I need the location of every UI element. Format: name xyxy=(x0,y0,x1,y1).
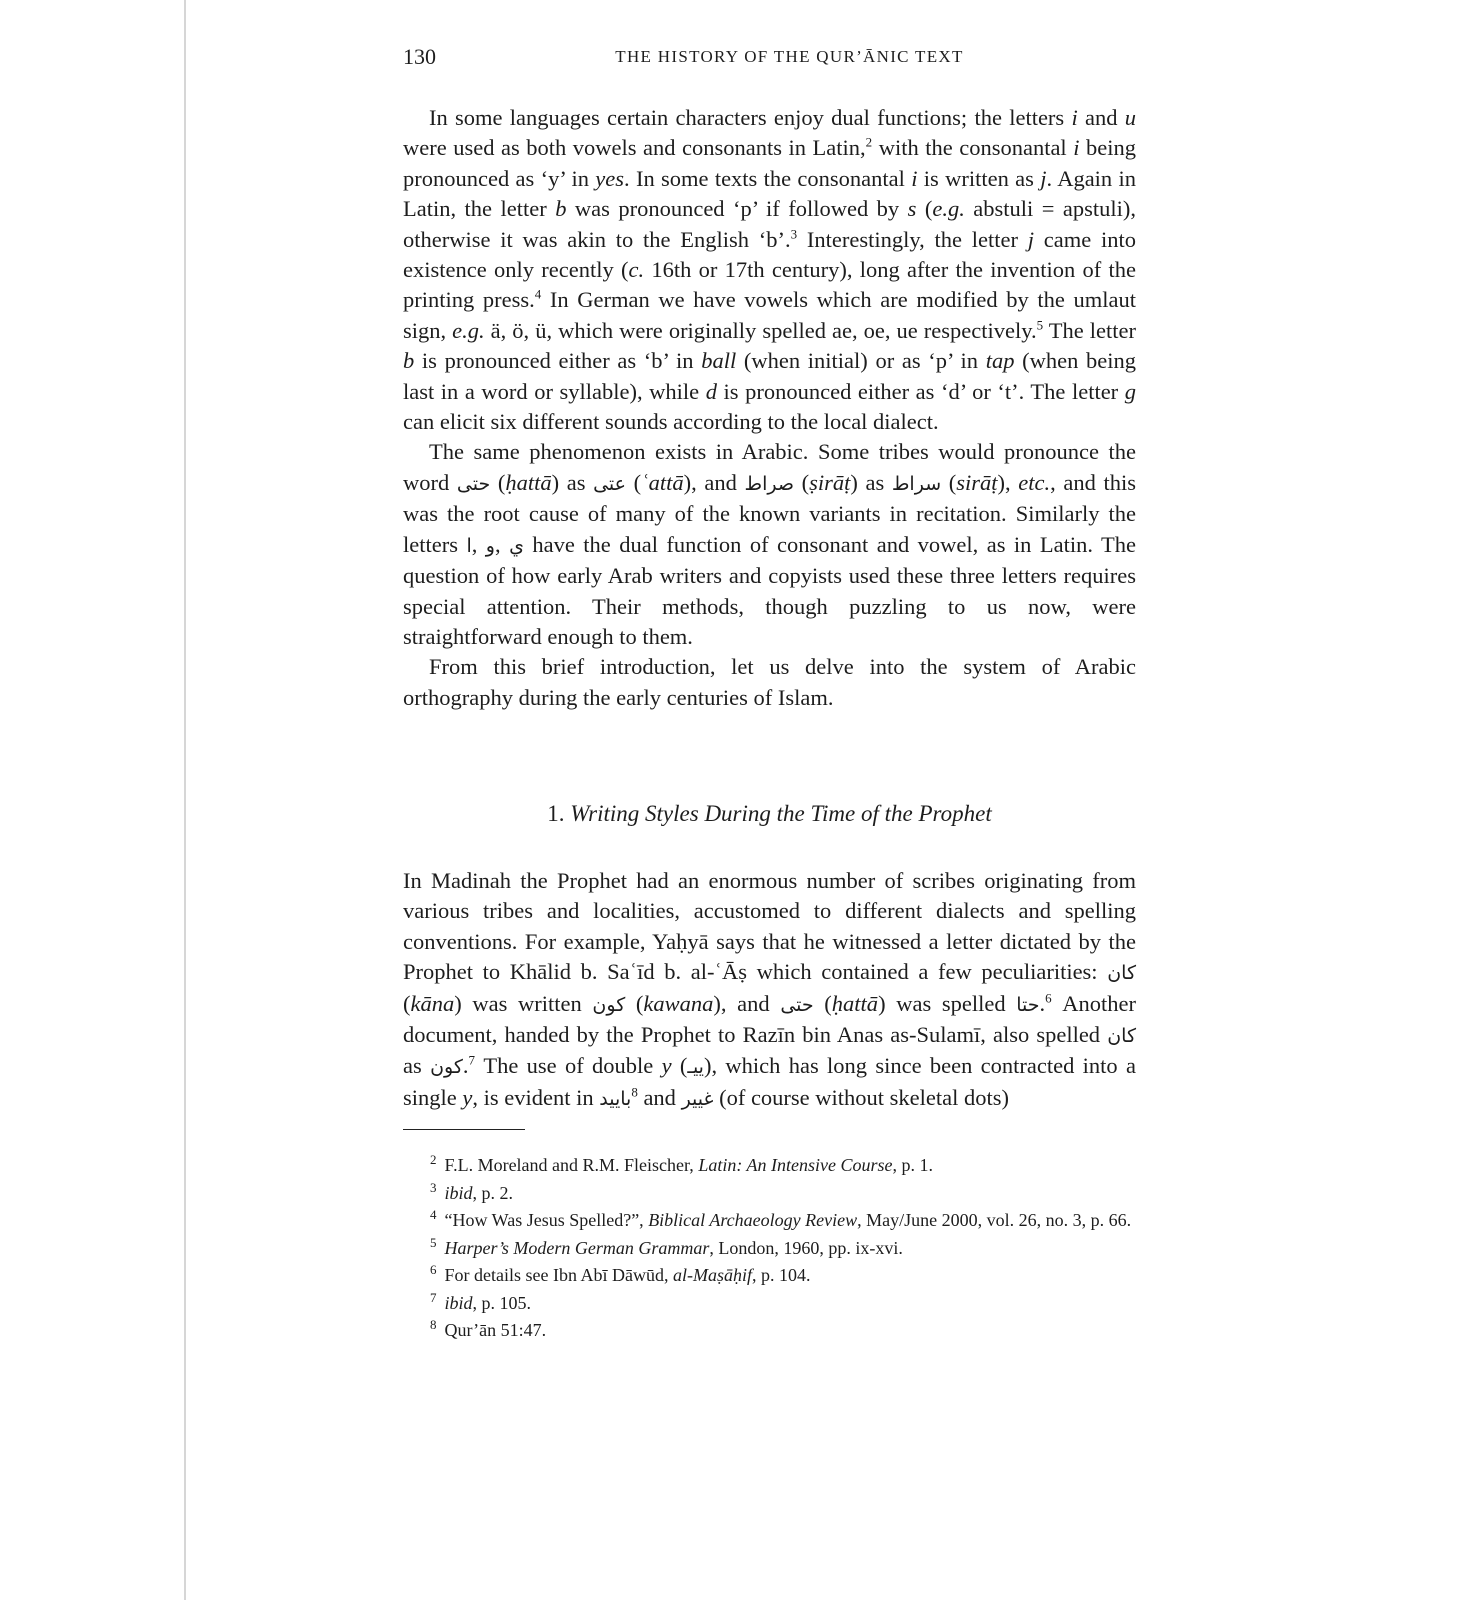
section-title: Writing Styles During the Time of the Prophet xyxy=(570,801,992,826)
paragraph-madinah-scribes: In Madinah the Prophet had an enormous number of scribes originating from various tribes and localities, accustomed to different dialects and spelling conventions. For example, Yaḥyā says that he witnessed a letter dictated by the Prophet to Khālid b. Saʿīd b. al-ʿĀṣ which contained a few peculiarities: كان (kāna) was written كون (kawana), and حتى (ḥattā) was spelled حتا.$^6$ Another document, handed by the Prophet to Razīn bin Anas as-Sulamī, also spelled كان as كون.$^7$ The use of double y (ييـ), which has long since been contracted into a single y, is evident in باييد$^8$ and غيير (of course without skeletal dots) xyxy=(403,868,1137,1110)
footnote: $^7$ ibid, p. 105. xyxy=(430,1289,532,1313)
page-margin-rule xyxy=(184,0,186,1600)
footnote: $^6$ For details see Ibn Abī Dāwūd, al-Maṣāḥif, p. 104. xyxy=(430,1262,811,1285)
footnote-ref[interactable]: 6 xyxy=(1045,990,1052,1006)
footnote-ref[interactable]: 3 xyxy=(790,226,798,242)
footnote: $^5$ Harper’s Modern German Grammar, London, 1960, pp. ix-xvi. xyxy=(430,1234,903,1258)
footnote-ref[interactable]: 8 xyxy=(631,1084,638,1100)
footnote-ref[interactable]: 2 xyxy=(865,134,873,150)
running-title: THE HISTORY OF THE QUR’ĀNIC TEXT xyxy=(615,47,964,66)
paragraph-latin-german: In some languages certain characters enjoy dual functions; the letters i and u were used as both vowels and consonants in Latin,$^2$ with the consonantal i being pronounced as ‘y’ in yes. In some texts the consonantal i is written as j. Again in Latin, the letter b was pronounced ‘p’ if followed by s (e.g. abstuli = apstuli), otherwise it was akin to the English ‘b’.$^3$ Interestingly, the letter j came into existence only recently (c. 16th or 17th century), long after the invention of the printing press.$^4$ In German we have vowels which are modified by the umlaut sign, e.g. ä, ö, ü, which were originally spelled ae, oe, ue respectively.$^5$ The letter b is pronounced either as ‘b’ in ball (when initial) or as ‘p’ in tap (when being last in a word or syllable), while d is pronounced either as ‘d’ or ‘t’. The letter g can elicit six different sounds according to the local dialect. xyxy=(403,105,1137,435)
paragraph-introduction: From this brief introduction, let us delve into the system of Arabic orthography during the early centuries of Islam. xyxy=(403,654,1136,710)
footnote-ref[interactable]: 4 xyxy=(534,286,542,302)
footnote: $^4$ “How Was Jesus Spelled?”, Biblical Archaeology Review, May/June 2000, vol. 26, no. 3, p. 66. xyxy=(430,1207,1132,1230)
footnote: $^8$ Qur’ān 51:47. xyxy=(430,1317,547,1340)
page-number: 130 xyxy=(403,44,436,69)
section-heading xyxy=(403,801,1136,827)
footnote: $^3$ ibid, p. 2. xyxy=(430,1179,514,1203)
page-header xyxy=(403,44,1136,78)
paragraph-arabic-phenomenon: The same phenomenon exists in Arabic. Some tribes would pronounce the word حتى (ḥattā) as عتى (ʿattā), and صراط (ṣirāṭ) as سراط (sirāṭ), etc., and this was the root cause of many of the known variants in recitation. Similarly the letters ا, و, ي have the dual function of consonant and vowel, as in Latin. The question of how early Arab writers and copyists used these three letters requires special attention. Their methods, though puzzling to us now, were straightforward enough to them. xyxy=(403,439,1137,649)
body-text-bottom xyxy=(403,866,1136,1114)
footnote-separator xyxy=(403,1129,525,1130)
footnote-ref[interactable]: 7 xyxy=(468,1052,476,1068)
footnote: $^2$ F.L. Moreland and R.M. Fleischer, Latin: An Intensive Course, p. 1. xyxy=(430,1152,933,1175)
section-number: 1. xyxy=(547,801,565,826)
body-text-top xyxy=(403,103,1136,713)
footnotes xyxy=(403,1152,1136,1345)
footnote-ref[interactable]: 5 xyxy=(1036,317,1044,333)
